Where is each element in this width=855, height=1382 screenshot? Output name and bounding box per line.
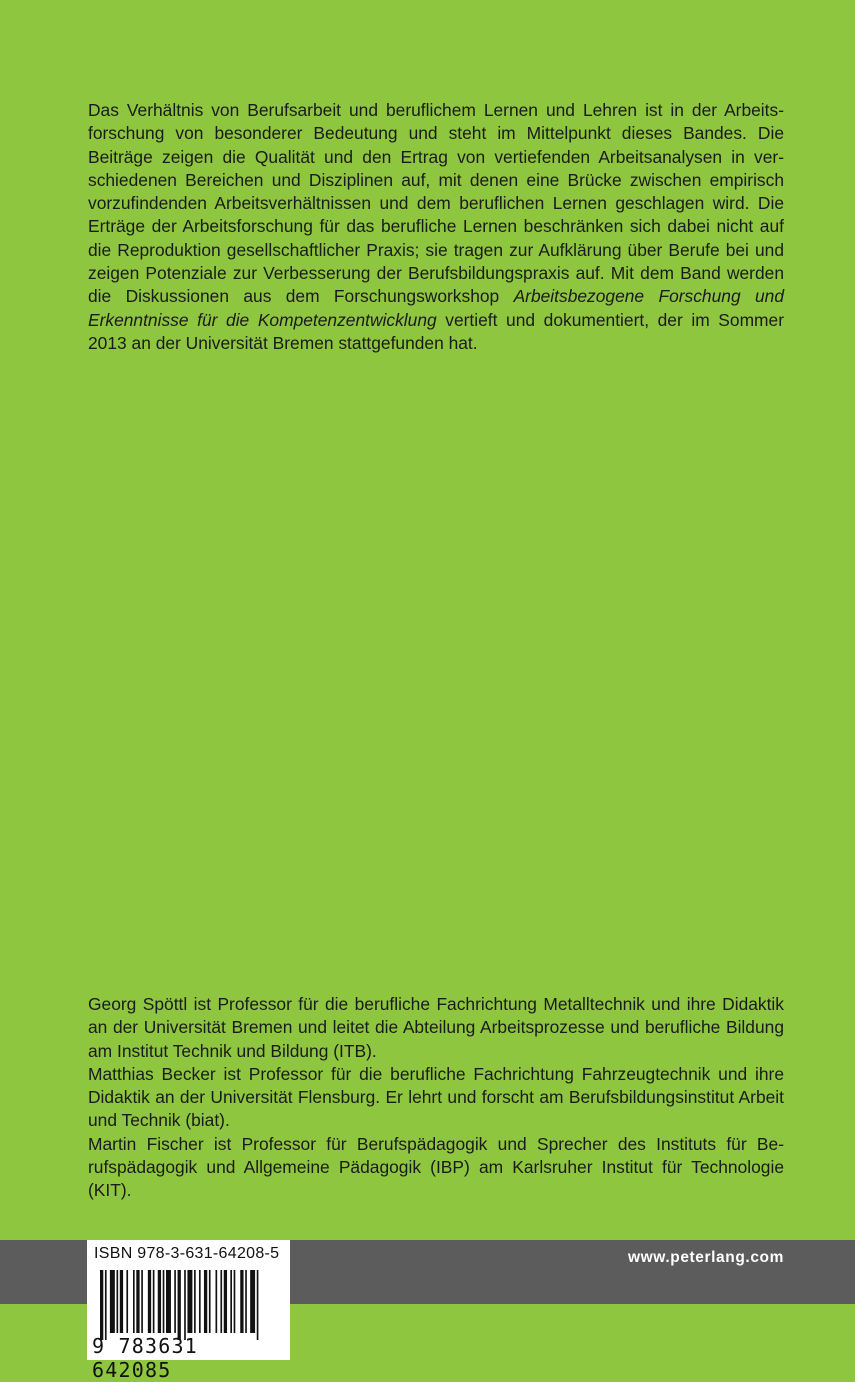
isbn-label: ISBN 978-3-631-64208-5 — [94, 1245, 280, 1262]
blurb-text-part1: Das Verhältnis von Berufsarbeit und beruflichem Lernen und Lehren ist in der Arbeitsforschung von besonderer Bedeutung und steht im Mittelpunkt dieses Bandes. Die Beiträge zeigen die Qualität und den Ertrag von vertiefenden Arbeitsanalysen in verschiedenen Bereichen und Disziplinen auf, mit denen eine Brücke zwischen empirisch vorzufindenden Arbeitsverhältnissen und dem beruflichen Lernen geschlagen wird. Die Erträge der Arbeitsforschung für das berufliche Lernen beschränken sich dabei nicht auf die Reproduktion gesellschaftlicher Praxis; sie tragen zur Aufklärung über Berufe bei und zeigen Potenziale zur Verbesserung der Berufsbildungspraxis auf. Mit dem Band werden die Diskussionen aus dem Forschungsworkshop — [88, 100, 784, 307]
author-bio: Martin Fischer ist Professor für Berufspädagogik und Sprecher des Instituts für Berufspädagogik und Allgemeine Pädagogik (IBP) am Karlsruher Institut für Technologie (KIT). — [88, 1133, 784, 1201]
author-bio: Georg Spöttl ist Professor für die berufliche Fachrichtung Metalltechnik und ihre Didaktik an der Universität Bremen und leitet die Abteilung Arbeitsprozesse und berufliche Bildung am Institut Technik und Bildung (ITB). — [88, 994, 784, 1061]
back-cover-blurb — [88, 99, 784, 355]
workshop-title: Arbeitsbezogene Forschung und Erkenntnisse für die Kompetenzentwicklung — [88, 286, 784, 330]
publisher-website: www.peterlang.com — [627, 1249, 784, 1266]
author-bio: Matthias Becker ist Professor für die berufliche Fachrichtung Fahrzeugtechnik und ihre Didaktik an der Universität Flensburg. Er lehrt und forscht am Berufsbildungsinstitut Arbeit und Technik (biat). — [88, 1063, 784, 1131]
blurb-text-part2: vertieft und dokumentiert, der im Sommer 2013 an der Universität Bremen stattgefunden hat. — [88, 309, 785, 353]
barcode-digits: 9 783631 642085 — [92, 1334, 198, 1382]
isbn-barcode — [87, 1240, 290, 1382]
author-bios — [88, 993, 784, 1203]
